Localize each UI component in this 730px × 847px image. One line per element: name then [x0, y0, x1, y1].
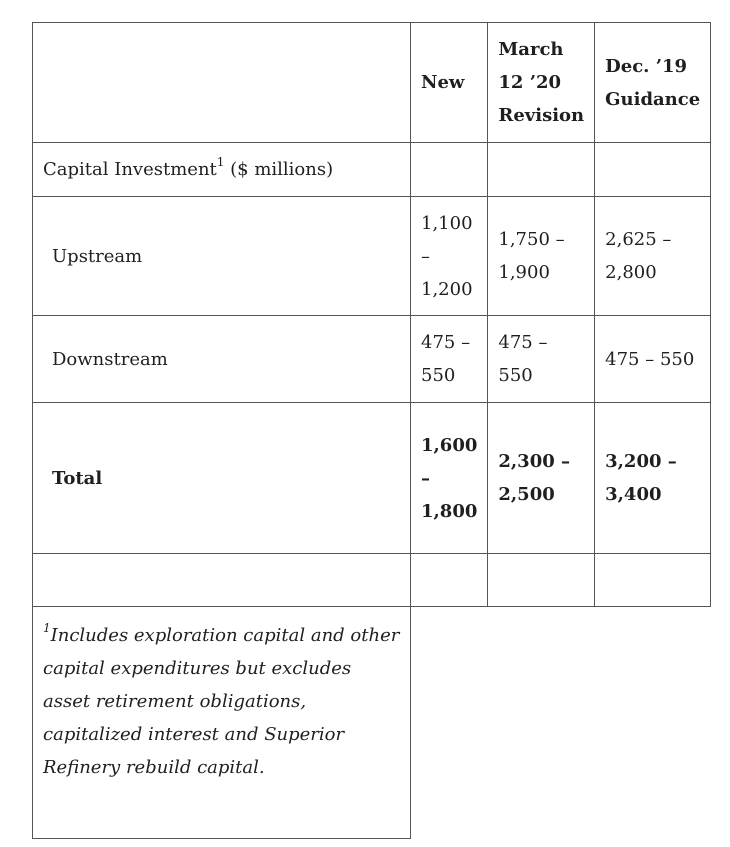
section-label-cell — [33, 143, 411, 197]
footnote-row — [33, 607, 711, 839]
value-march-revision: 1,750 – 1,900 — [488, 197, 595, 316]
column-header-dec-guidance: Dec. ’19 Guidance — [595, 23, 711, 143]
blank-row — [33, 554, 711, 607]
empty-cell — [595, 554, 711, 607]
section-label: Capital Investment — [43, 159, 217, 180]
empty-area — [411, 607, 711, 839]
table-row-total — [33, 403, 711, 554]
column-header-new: New — [411, 23, 488, 143]
footnote-text: Includes exploration capital and other capital expenditures but excludes asset retirement obligations, capitalized interest and Superior Refinery rebuild capital. — [43, 625, 400, 778]
value-dec-guidance: 2,625 – 2,800 — [595, 197, 711, 316]
section-row — [33, 143, 711, 197]
section-footnote-marker: 1 — [216, 155, 225, 169]
footnote-cell — [33, 607, 411, 839]
section-units: ($ millions) — [224, 159, 334, 180]
row-label: Upstream — [33, 197, 411, 316]
table-row — [33, 197, 711, 316]
empty-cell — [488, 143, 595, 197]
table-row — [33, 316, 711, 403]
value-march-revision: 2,300 – 2,500 — [488, 403, 595, 554]
empty-cell — [488, 554, 595, 607]
value-new: 1,600 – 1,800 — [411, 403, 488, 554]
value-new: 1,100 – 1,200 — [411, 197, 488, 316]
empty-cell — [33, 554, 411, 607]
value-new: 475 – 550 — [411, 316, 488, 403]
row-label: Total — [33, 403, 411, 554]
header-empty-cell — [33, 23, 411, 143]
header-row — [33, 23, 711, 143]
value-dec-guidance: 475 – 550 — [595, 316, 711, 403]
row-label: Downstream — [33, 316, 411, 403]
empty-cell — [411, 143, 488, 197]
value-march-revision: 475 – 550 — [488, 316, 595, 403]
empty-cell — [411, 554, 488, 607]
empty-cell — [595, 143, 711, 197]
value-dec-guidance: 3,200 – 3,400 — [595, 403, 711, 554]
capital-investment-table — [32, 22, 711, 839]
column-header-march-revision: March 12 ’20 Revision — [488, 23, 595, 143]
footnote-marker: 1 — [43, 621, 51, 635]
